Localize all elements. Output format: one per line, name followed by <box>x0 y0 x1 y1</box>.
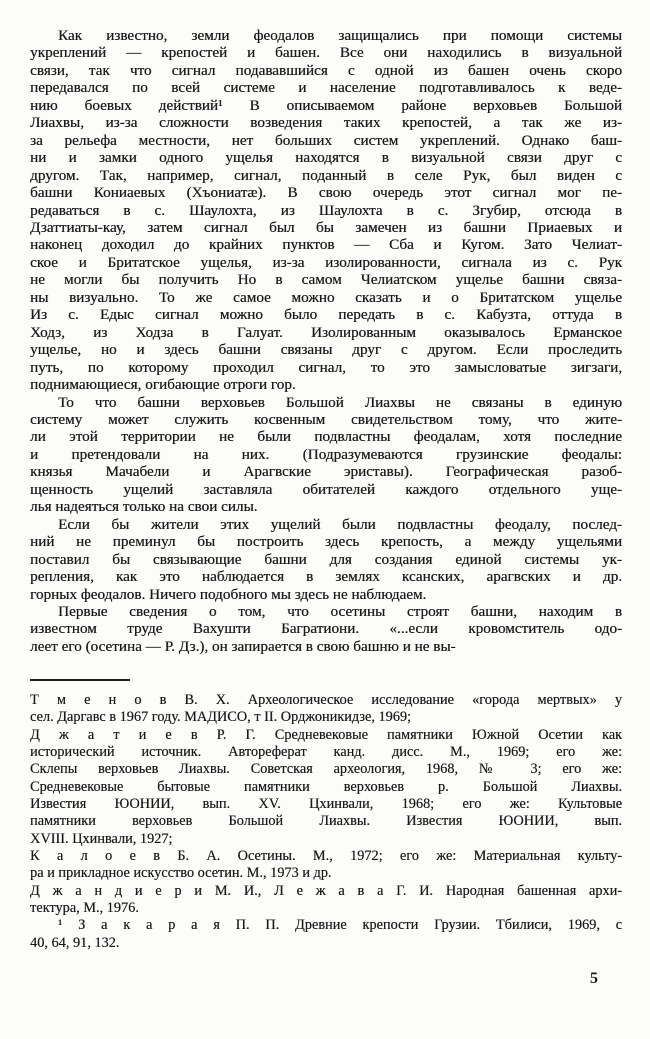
page-number: 5 <box>590 970 599 987</box>
text-line: путь, по которому проходил сигнал, то это замысловатые зигзаги, <box>30 358 622 376</box>
text-line: ни и замки одного ущелья находятся в визуальной связи друг с <box>30 149 622 167</box>
text-line: исторический источник. Автореферат канд. дисс. М., 1969; его же: <box>30 744 622 761</box>
text-line: и претендовали на них. (Подразумеваются грузинские феодалы: <box>30 445 622 463</box>
text-line: Первые сведения о том, что осетины строят башни, находим в <box>58 602 622 620</box>
text-line: передавался по всей системе и население подготавливалось к веде- <box>30 79 622 97</box>
text-line: систему может служить косвенным свидетельством тому, что жите- <box>30 410 622 428</box>
text-line: Если бы жители этих ущелий были подвластны феодалу, послед- <box>58 515 622 533</box>
text-line: Д ж а т и е в Р. Г. Средневековые памятники Южной Осетии как <box>30 726 622 743</box>
text-line: лья надеяться только на свои силы. <box>30 498 258 516</box>
text-line: связи, так что сигнал подававшийся с одной из башен очень скоро <box>30 61 622 79</box>
text-line: Т м е н о в В. Х. Археологическое исследование «города мертвых» у <box>30 692 622 708</box>
text-line: щенность ущелий заставляла обитателей каждого отдельного уще- <box>30 480 622 498</box>
text-line: Дзаттиаты-кау, затем сигнал был бы замечен из башни Приаевых и <box>30 218 622 236</box>
text-line: ли этой территории не были подвластны феодалам, хотя последние <box>30 428 622 446</box>
text-line: горных феодалов. Ничего подобного мы здесь не наблюдаем. <box>30 585 427 603</box>
text-line: нию боевых действий¹ В описываемом районе верховьев Большой <box>30 96 622 114</box>
text-line: репления, как это наблюдается в землях ксанских, арагвских и др. <box>30 568 622 586</box>
text-line: ущелье, но и здесь башни связаны друг с другом. Если проследить <box>30 341 622 359</box>
text-line: К а л о е в Б. А. Осетины. М., 1972; его же: Материальная культу- <box>30 848 622 865</box>
text-line: ний не преминул бы построить здесь крепость, а между ущельями <box>30 533 622 551</box>
text-line: 40, 64, 91, 132. <box>30 934 120 951</box>
text-line: ра и прикладное искусство осетин. М., 1973 и др. <box>30 865 332 882</box>
footnote-divider <box>30 679 130 681</box>
body-paragraph <box>30 516 622 603</box>
text-line: известном труде Вахушти Багратиони. «...если кровомститель одо- <box>30 620 622 638</box>
footnote-entry <box>30 848 622 883</box>
text-line: Средневековые бытовые памятники верховьев р. Большой Лиахвы. <box>30 778 622 795</box>
text-line: башни Кониаевых (Хъониатæ). В свою очередь этот сигнал мог пе- <box>30 184 622 202</box>
text-line: князья Мачабели и Арагвские эриставы). Географическая разоб- <box>30 463 622 481</box>
text-line: за рельефа местности, нет больших систем укреплений. Однако баш- <box>30 131 622 149</box>
text-line: укреплений — крепостей и башен. Все они находились в визуальной <box>30 44 622 62</box>
body-paragraph <box>30 394 622 516</box>
text-line: Склепы верховьев Лиахвы. Советская археология, 1968, № 3; его же: <box>30 761 622 778</box>
footnote-entry <box>30 727 622 848</box>
main-text <box>30 27 622 655</box>
text-line: Лиахвы, из-за сложности возведения таких крепостей, а так же из- <box>30 114 622 132</box>
text-line: поднимающиеся, огибающие отроги гор. <box>30 376 296 394</box>
footnote-entry <box>30 883 622 918</box>
text-line: Из с. Едыс сигнал можно было передать в с. Кабузта, оттуда в <box>30 306 622 324</box>
text-line: Известия ЮОНИИ, вып. XV. Цхинвали, 1968; его же: Культовые <box>30 796 622 813</box>
text-line: Ходз, из Ходза в Галуат. Изолированным оказывалось Ерманское <box>30 323 622 341</box>
text-line: То что башни верховьев Большой Лиахвы не связаны в единую <box>58 393 622 411</box>
text-line: Д ж а н д и е р и М. И., Л е ж а в а Г. И. Народная башенная архи- <box>30 882 622 899</box>
text-line: наконец доходил до крайних пунктов — Сба и Кугом. Зато Челиат- <box>30 236 622 254</box>
footnote-entry <box>30 692 622 727</box>
text-line: леет его (осетина — Р. Дз.), он запирается в свою башню и не вы- <box>30 637 456 655</box>
text-line: ны визуально. То же самое можно сказать и о Бритатском ущелье <box>30 288 622 306</box>
text-line: редаваться в с. Шаулохта, из Шаулохта в с. Згубир, отсюда в <box>30 201 622 219</box>
text-line: ское и Бритатское ущелья, из-за изолированности, сигнала из с. Рук <box>30 253 622 271</box>
body-paragraph <box>30 27 622 394</box>
text-line: Как известно, земли феодалов защищались при помощи системы <box>58 27 622 44</box>
footnote-entry <box>30 917 622 952</box>
body-paragraph <box>30 603 622 655</box>
footnotes <box>30 692 622 952</box>
text-line: ¹ З а к а р а я П. П. Древние крепости Грузии. Тбилиси, 1969, с <box>58 917 622 934</box>
text-line: сел. Даргавс в 1967 году. МАДИСО, т II. Орджоникидзе, 1969; <box>30 709 411 726</box>
text-line: памятники верховьев Большой Лиахвы. Известия ЮОНИИ, вып. <box>30 813 622 830</box>
text-line: другом. Так, например, сигнал, поданный в селе Рук, был виден с <box>30 166 622 184</box>
text-line: тектура, М., 1976. <box>30 900 139 917</box>
text-line: XVIII. Цхинвали, 1927; <box>30 830 173 847</box>
text-line: поставил бы связывающие башни для создания единой системы ук- <box>30 550 622 568</box>
text-line: не могли бы получить Но в самом Челиатском ущелье башни связа- <box>30 271 622 289</box>
